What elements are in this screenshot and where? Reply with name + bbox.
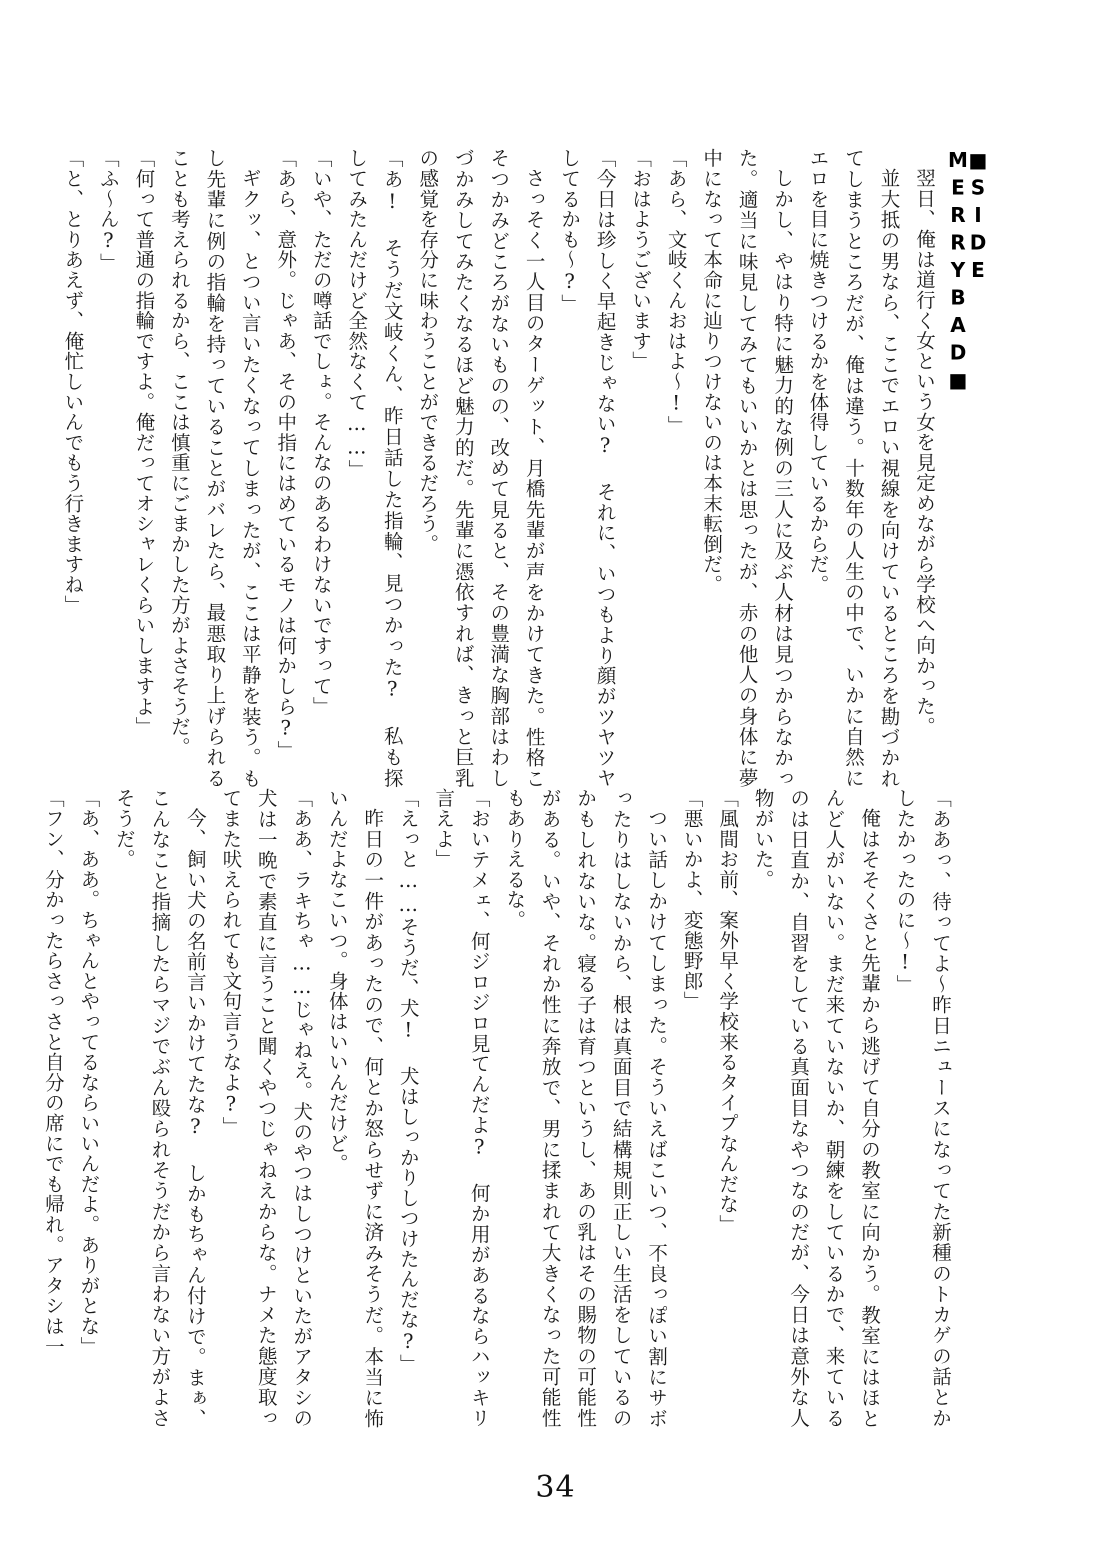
body-paragraph: 「あ、ああ。ちゃんとやってるならいいんだよ。ありがとな」 xyxy=(77,788,101,1357)
body-paragraph: 「ふ～ん?」 xyxy=(96,148,120,274)
body-paragraph: 「フン、分かったらさっさと自分の席にでも帰れ。アタシは一 xyxy=(41,788,65,1357)
body-paragraph: 「おいテメェ、何ジロジロ見てんだよ? 何か用があるならハッキリ言えよ」 xyxy=(432,788,491,1428)
page-number: 34 xyxy=(535,1470,576,1505)
body-paragraph: 「悪いかよ、変態野郎」 xyxy=(680,788,704,1012)
body-paragraph: 「おはようございます」 xyxy=(629,148,653,372)
body-paragraph: 翌日、俺は道行く女という女を見定めながら学校へ向かった。 xyxy=(913,167,936,736)
body-paragraph: 「ああ、ラキちゃ……じゃねえ。犬のやつはしつけといたがアタシの犬は一晩で素直に言うこと聞くやつじゃねえからな。ナメた態度取ってまた吠えられても文句言うなよ?」 xyxy=(219,788,314,1428)
body-paragraph: 「何って普通の指輪ですよ。俺だってオシャレくらいしますよ」 xyxy=(132,148,156,737)
body-paragraph: 「いや、ただの噂話でしょ。そんなのあるわけないですって」 xyxy=(309,148,333,717)
body-paragraph: さっそく一人目のターゲット、月橋先輩が声をかけてきた。性格こそつかみどころがないものの、改めて見ると、その豊満な胸部はわしづかみしてみたくなるほど魅力的だ。先輩に憑依すれば、きっと巨乳の感覚を存分に味わうことができるだろう。 xyxy=(416,148,546,788)
body-paragraph: 「えっと……そうだ、犬! 犬はしっかりしつけたんだな?」 xyxy=(396,788,420,1374)
body-paragraph: 昨日の一件があったので、何とか怒らせずに済みそうだ。本当に怖いんだよなこいつ。身体はいいんだけど。 xyxy=(325,788,385,1428)
body-paragraph: 「ああっ、待ってよ～昨日ニュースになってた新種のトカゲの話とかしたかったのに～!」 xyxy=(893,788,952,1428)
body-paragraph: 並大抵の男なら、ここでエロい視線を向けているところを勘づかれてしまうところだが、俺は違う。十数年の人生の中で、いかに自然にエロを目に焼きつけるかを体得しているからだ。 xyxy=(806,148,901,788)
body-paragraph: 今、飼い犬の名前言いかけてたな? しかもちゃん付けで。まぁ、こんなこと指摘したらマジでぶん殴られそうだから言わない方がよさそうだ。 xyxy=(112,788,207,1428)
section-heading: ■SIDE MERRYBAD■ xyxy=(946,148,990,396)
body-paragraph: 「と、とりあえず、俺忙しいんでもう行きますね」 xyxy=(61,148,85,615)
body-paragraph: 「今日は珍しく早起きじゃない? それに、いつもより顔がツヤツヤしてるかも～?」 xyxy=(558,148,617,788)
body-text-lower-section xyxy=(41,788,958,1428)
body-paragraph: 「あら、意外。じゃあ、その中指にはめているモノは何かしら?」 xyxy=(274,148,298,761)
body-paragraph: 俺はそそくさと先輩から逃げて自分の教室に向かう。教室にはほとんど人がいない。まだ来ていないか、朝練をしているかで、来ているのは日直か、自習をしている真面目なやつなのだが、今日は意外な人物がいた。 xyxy=(751,788,882,1428)
body-paragraph: ギクッ、とつい言いたくなってしまったが、ここは平静を装う。もし先輩に例の指輪を持っていることがバレたら、最悪取り上げられることも考えられるから、ここは慎重にごまかした方がよさそうだ。 xyxy=(167,148,262,788)
body-paragraph: 「あら、文岐くんおはよ～!」 xyxy=(664,148,688,436)
body-paragraph: 「あ! そうだ文岐くん、昨日話した指輪、見つかった? 私も探してみたんだけど全然なくて……」 xyxy=(345,148,404,788)
body-paragraph: 「風間お前、案外早く学校来るタイプなんだな」 xyxy=(716,788,740,1235)
body-paragraph: しかし、やはり特に魅力的な例の三人に及ぶ人材は見つからなかった。適当に味見してみてもいいかとは思ったが、赤の他人の身体に夢中になって本命に辿りつけないのは本末転倒だ。 xyxy=(700,148,795,788)
body-text-upper-section xyxy=(61,148,942,788)
body-paragraph: つい話しかけてしまった。そういえばこいつ、不良っぽい割にサボったりはしないから、根は真面目で結構規則正しい生活をしているのかもしれないな。寝る子は育つというし、あの乳はその賜物の可能性がある。いや、それか性に奔放で、男に揉まれて大きくなった可能性もありえるな。 xyxy=(503,788,669,1428)
